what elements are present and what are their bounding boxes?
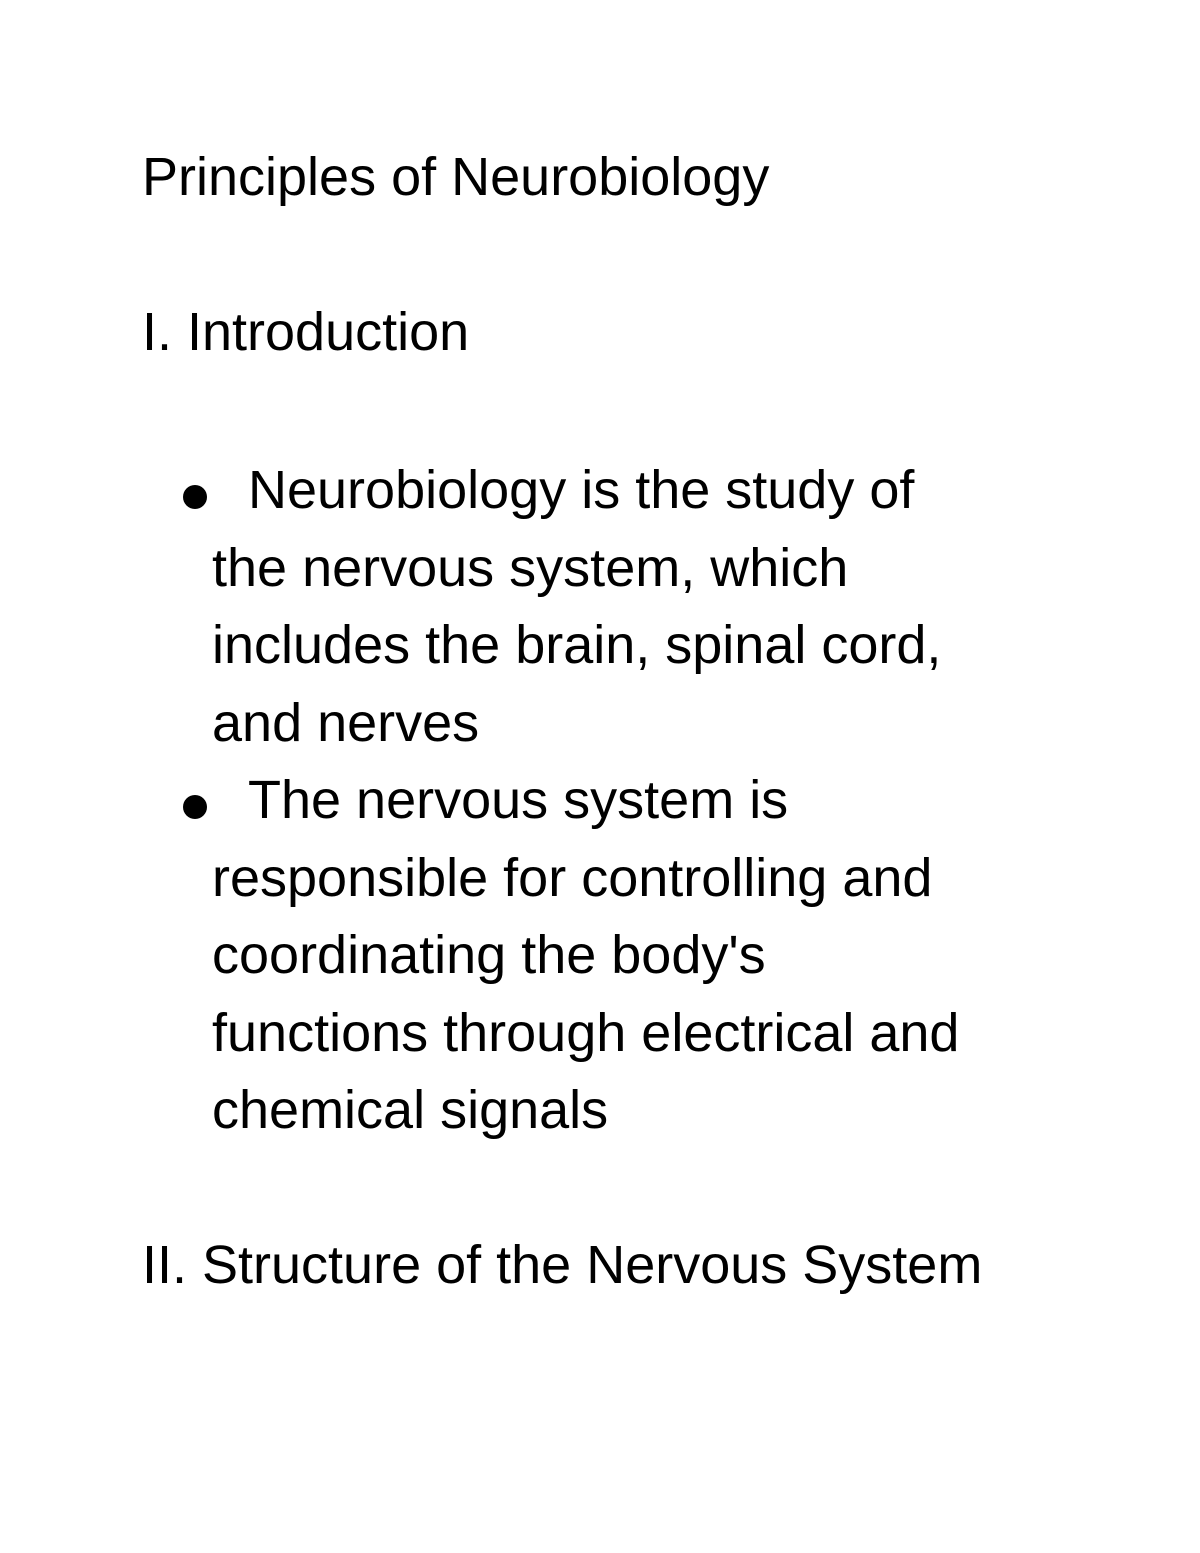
bullet-icon (183, 795, 207, 819)
bullet-text (212, 762, 1052, 1150)
section-heading-introduction: I. Introduction (142, 302, 470, 362)
introduction-bullet-list (0, 452, 1200, 1150)
bullet-line: chemical signals (212, 1080, 609, 1140)
bullet-line: and nerves (212, 692, 480, 753)
bullet-line: includes the brain, spinal cord, (212, 615, 942, 675)
list-item (0, 762, 1052, 1150)
bullet-text (212, 452, 1052, 762)
bullet-line: functions through electrical and (212, 1002, 960, 1063)
section-heading-structure: II. Structure of the Nervous System (142, 1235, 983, 1295)
bullet-line: the nervous system, which (212, 537, 849, 598)
list-item (0, 452, 1052, 762)
bullet-line: Neurobiology is the study of (248, 460, 915, 520)
bullet-icon (183, 485, 207, 509)
document-title: Principles of Neurobiology (142, 147, 770, 207)
bullet-line: coordinating the body's (212, 925, 766, 985)
bullet-line: The nervous system is (248, 770, 789, 830)
bullet-line: responsible for controlling and (212, 847, 933, 908)
